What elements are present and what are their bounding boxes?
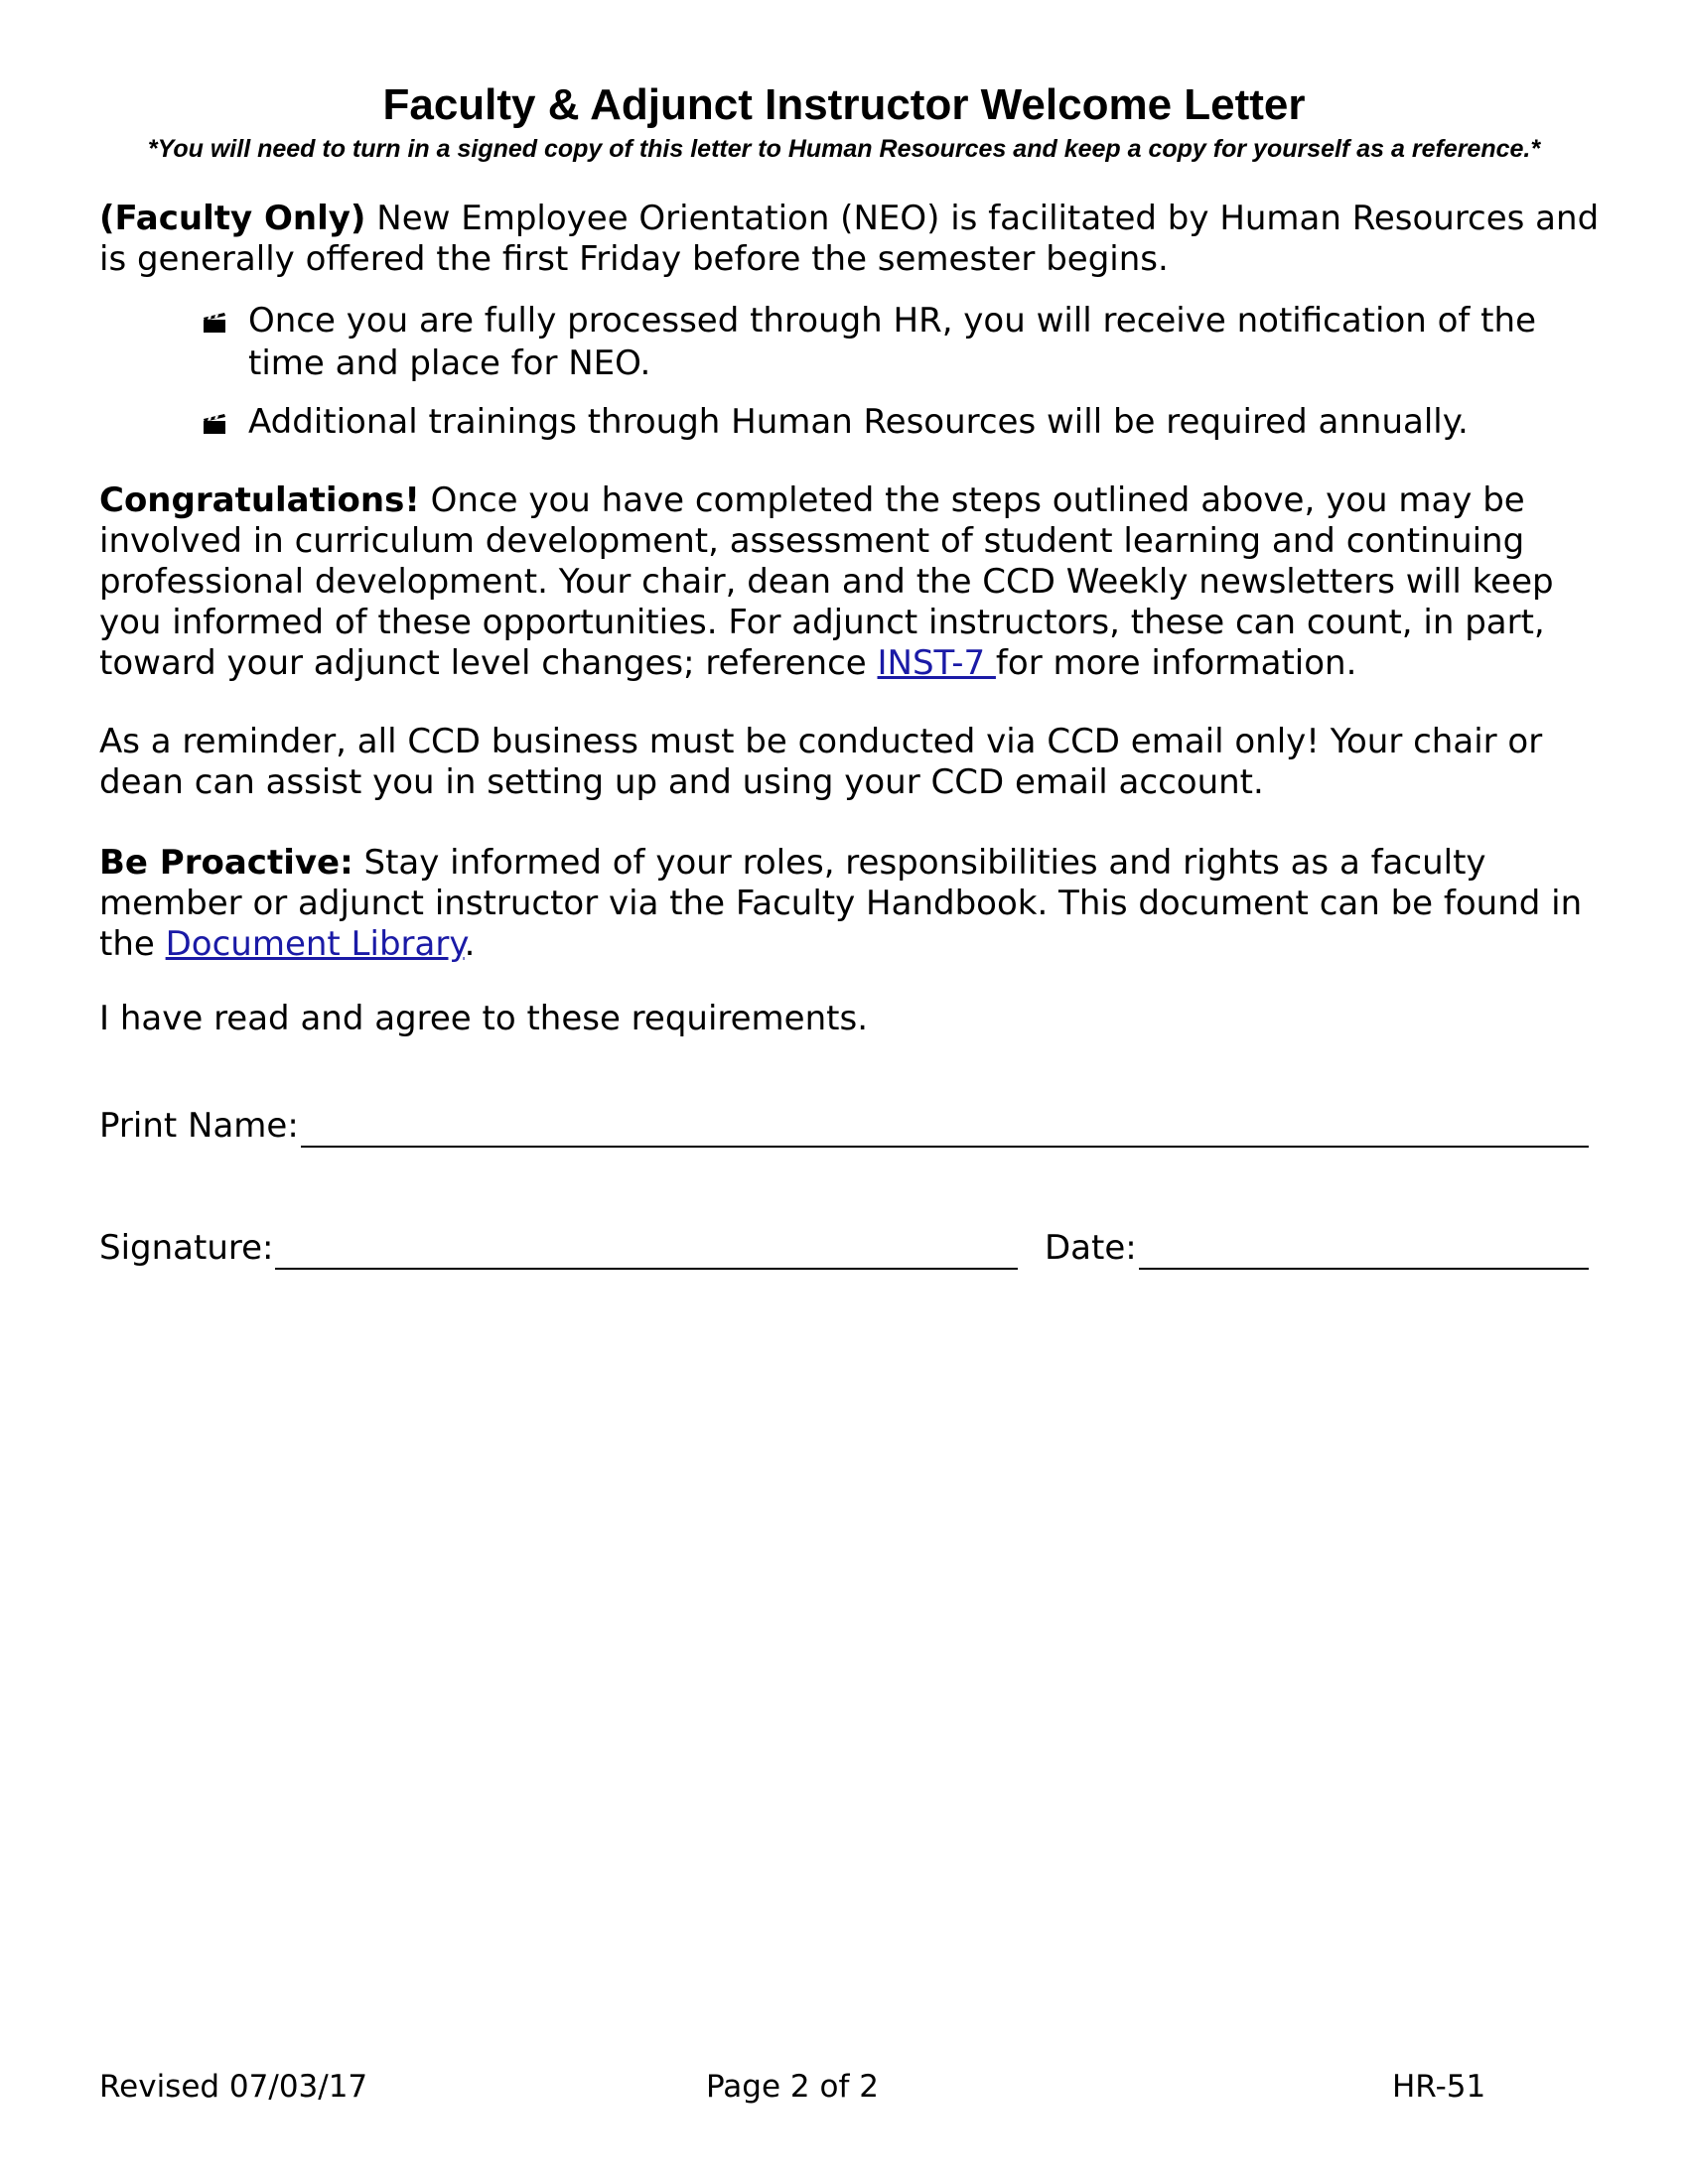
bullet-text: Additional trainings through Human Resources will be required annually. xyxy=(248,402,1469,442)
reminder-paragraph: As a reminder, all CCD business must be conducted via CCD email only! Your chair or dean can assist you in setting up and using your CCD email account. xyxy=(99,722,1543,802)
document-library-link[interactable]: Document Library xyxy=(165,924,465,964)
neo-text: New Employee Orientation (NEO) is facilitated by Human Resources and is generally offered the first Friday before the semester begins. xyxy=(99,199,1600,279)
clapperboard-icon xyxy=(203,413,226,435)
date-line[interactable] xyxy=(1139,1230,1589,1270)
faculty-only-label: (Faculty Only) xyxy=(99,199,366,238)
proactive-paragraph xyxy=(99,843,1609,965)
document-subtitle: *You will need to turn in a signed copy of this letter to Human Resources and keep a copy for yourself as a reference.* xyxy=(147,135,1541,163)
congratulations-tail: for more information. xyxy=(995,643,1357,683)
be-proactive-label: Be Proactive: xyxy=(99,843,353,883)
proactive-tail: . xyxy=(464,924,476,964)
congratulations-label: Congratulations! xyxy=(99,480,420,520)
signature-label: Signature: xyxy=(99,1228,274,1268)
date-label: Date: xyxy=(1045,1228,1137,1268)
congratulations-paragraph xyxy=(99,480,1609,684)
list-item xyxy=(248,300,1539,385)
print-name-field[interactable] xyxy=(99,1104,1589,1148)
revised-date: Revised 07/03/17 xyxy=(99,2069,368,2105)
signature-line[interactable] xyxy=(275,1230,1018,1270)
signature-field[interactable] xyxy=(99,1226,1018,1270)
document-title: Faculty & Adjunct Instructor Welcome Letter xyxy=(382,80,1306,129)
clapperboard-icon xyxy=(203,312,226,334)
print-name-label: Print Name: xyxy=(99,1106,299,1146)
neo-paragraph xyxy=(99,199,1609,280)
page-number: Page 2 of 2 xyxy=(706,2069,879,2105)
agreement-statement: I have read and agree to these requirements. xyxy=(99,999,868,1038)
date-field[interactable] xyxy=(1045,1226,1589,1270)
congratulations-text: Once you have completed the steps outlined above, you may be involved in curriculum development, assessment of student learning and continuing professional development. Your chair, dean and the CCD Weekly newsletters will keep you informed of these opportunities. For adjunct instructors, these can count, in part, toward your adjunct level changes; reference xyxy=(99,480,1554,683)
form-code: HR-51 xyxy=(1392,2069,1486,2105)
inst-7-link[interactable]: INST-7 xyxy=(877,643,996,683)
list-item xyxy=(248,401,1539,444)
bullet-text: Once you are fully processed through HR, you will receive notification of the time and place for NEO. xyxy=(248,301,1536,383)
proactive-text: Stay informed of your roles, responsibilities and rights as a faculty member or adjunct instructor via the Faculty Handbook. This document can be found in the xyxy=(99,843,1583,964)
print-name-line[interactable] xyxy=(301,1108,1589,1148)
